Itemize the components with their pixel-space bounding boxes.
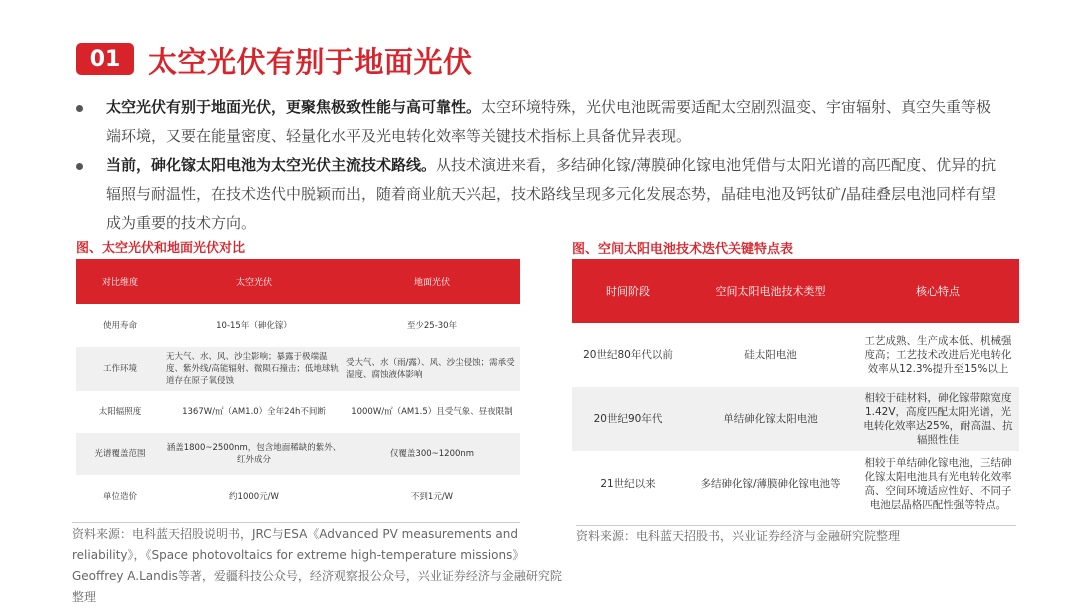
bullet-dot-icon	[76, 163, 83, 170]
table-header-row	[572, 259, 1019, 323]
table-row	[76, 304, 520, 347]
section-number-badge: 01	[76, 43, 134, 75]
table-row	[76, 391, 520, 433]
bullet-lead: 太空光伏有别于地面光伏，更聚焦极致性能与高可靠性。	[106, 98, 482, 116]
table-cell: 涵盖1800~2500nm，包含地面稀缺的紫外、红外成分	[164, 433, 344, 475]
table-header-cell: 对比维度	[76, 259, 164, 304]
table-row	[76, 433, 520, 475]
table-row	[572, 451, 1019, 517]
table-cell: 仅覆盖300~1200nm	[344, 433, 520, 475]
bullet-lead: 当前，砷化镓太阳电池为太空光伏主流技术路线。	[106, 156, 437, 174]
table-cell: 太阳辐照度	[98, 407, 142, 417]
table-cell: 单结砷化镓太阳电池	[684, 387, 857, 451]
table-cell: 1000W/㎡（AM1.5）且受气象、昼夜限制	[351, 407, 513, 417]
bullet-item	[74, 151, 1004, 238]
table-cell: 光谱覆盖范围	[76, 433, 164, 475]
bullet-text: 太空环境特殊，光伏电池既需要适配太空剧烈温变、宇宙辐射、真空失重等极端环境，又要在能量密度、轻量化水平及光电转化效率等关键技术指标上具备优异表现。	[106, 98, 992, 145]
table-cell: 使用寿命	[102, 320, 137, 331]
table-cell: 不到1元/W	[410, 492, 454, 502]
table-cell: 约1000元/W	[229, 492, 279, 502]
table2-source: 资料来源：电科蓝天招股书，兴业证券经济与金融研究院整理	[576, 525, 1016, 547]
table-cell: 10-15年（砷化镓）	[216, 320, 292, 331]
table-cell: 工艺成熟、生产成本低、机械强度高；工艺技术改进后光电转化效率从12.3%提升至15%以上	[864, 335, 1012, 375]
table2-caption: 图、空间太阳电池技术迭代关键特点表	[572, 242, 794, 257]
table-cell: 20世纪80年代以前	[583, 349, 673, 361]
table-header-row	[76, 259, 520, 304]
table-cell: 多结砷化镓/薄膜砷化镓电池等	[700, 478, 841, 490]
divider	[72, 522, 520, 523]
table-cell: 20世纪90年代	[572, 387, 684, 451]
table-header-cell: 核心特点	[857, 259, 1019, 323]
table-header-cell: 时间阶段	[572, 259, 684, 323]
table-cell: 受大气、水（雨/露）、风、沙尘侵蚀；需承受湿度、腐蚀液体影响	[344, 347, 520, 391]
table-cell: 至少25-30年	[406, 320, 458, 331]
table-header-cell: 地面光伏	[344, 259, 520, 304]
table1-caption: 图、太空光伏和地面光伏对比	[76, 241, 246, 256]
table-cell: 工作环境	[76, 347, 164, 391]
table-cell: 无大气、水、风、沙尘影响；暴露于极端温度、紫外线/高能辐射、微陨石撞击；低地球轨道存在原子氧侵蚀	[164, 347, 344, 391]
bullet-item	[74, 93, 1004, 151]
table-row	[76, 347, 520, 391]
table-row	[572, 387, 1019, 451]
table-cell: 相较于硅材料，砷化镓带隙宽度1.42V，高度匹配太阳光谱，光电转化效率达25%，耐高温、抗辐照性佳	[857, 387, 1019, 451]
table-cell: 1367W/㎡（AM1.0）全年24h不间断	[182, 407, 326, 417]
technology-table	[572, 259, 1019, 517]
bullet-text: 从技术演进来看，多结砷化镓/薄膜砷化镓电池凭借与太阳光谱的高匹配度、优异的抗辐照与耐温性，在技术迭代中脱颖而出，随着商业航天兴起，技术路线呈现多元化发展态势，晶硅电池及钙钛矿/晶硅叠层电池同样有望成为重要的技术方向。	[106, 156, 997, 232]
table-cell: 硅太阳电池	[744, 349, 797, 361]
page-title: 太空光伏有别于地面光伏	[148, 45, 473, 79]
bullet-list	[74, 93, 1004, 238]
table-cell: 单位造价	[102, 492, 137, 502]
table-cell: 21世纪以来	[600, 478, 656, 490]
table-header-cell: 空间太阳电池技术类型	[684, 259, 857, 323]
table1-source: 资料来源：电科蓝天招股说明书，JRC与ESA《Advanced PV measurements and reliability》，《Space photovoltaics for extreme high-temperature missions》Geoffrey A.Landis等著，爱疆科技公众号，经济观察报公众号，兴业证券经济与金融研究院整理	[72, 527, 562, 604]
table-cell: 相较于单结砷化镓电池，三结砷化镓太阳电池具有光电转化效率高、空间环境适应性好、不同子电池层晶格匹配性强等特点。	[864, 457, 1012, 511]
table-row	[572, 323, 1019, 387]
comparison-table	[76, 259, 520, 519]
table-header-cell: 太空光伏	[164, 259, 344, 304]
table-row	[76, 475, 520, 519]
bullet-dot-icon	[76, 105, 83, 112]
